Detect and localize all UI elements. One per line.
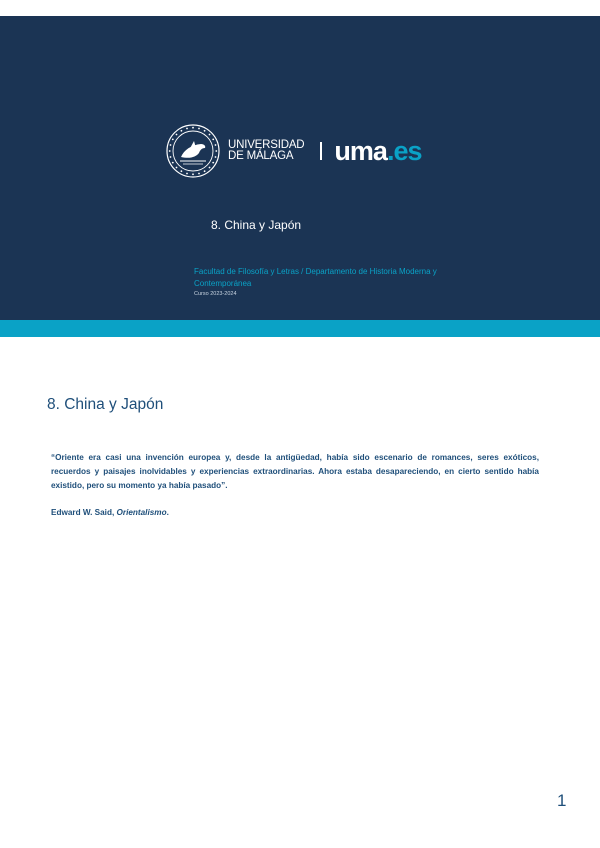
university-logo — [166, 124, 421, 178]
cover-department: Facultad de Filosofía y Letras / Departamento de Historia Moderna y Contemporánea — [194, 267, 437, 288]
university-seal-icon — [166, 124, 220, 178]
section-heading: 8. China y Japón — [47, 396, 164, 413]
quote-paragraph: “Oriente era casi una invención europea y, desde la antigüedad, había sido escenario de romances, seres exóticos, recuerdos y paisajes inolvidables y experiencias extraordinarias. Ahora estaba desapareciendo, en cierto sentido había existido, pero su momento ya había pasado”. — [51, 453, 539, 490]
cover-panel — [0, 16, 600, 320]
cover-course: Curso 2023-2024 — [194, 291, 237, 297]
attribution-end: . — [166, 508, 169, 517]
cover-accent-stripe — [0, 320, 600, 337]
uma-brand-main: uma — [334, 135, 387, 166]
attribution-author: Edward W. Said, — [51, 508, 117, 517]
page-number: 1 — [557, 791, 567, 810]
quote-attribution — [51, 508, 169, 517]
uma-brand-logo — [334, 135, 422, 166]
university-name-line1: UNIVERSIDAD — [228, 139, 305, 151]
cover-title: 8. China y Japón — [211, 218, 302, 232]
university-name — [228, 140, 304, 162]
attribution-work: Orientalismo — [116, 508, 167, 517]
logo-divider — [320, 142, 322, 160]
university-name-line2: DE MÁLAGA — [228, 150, 294, 162]
uma-brand-suffix: .es — [386, 135, 422, 166]
